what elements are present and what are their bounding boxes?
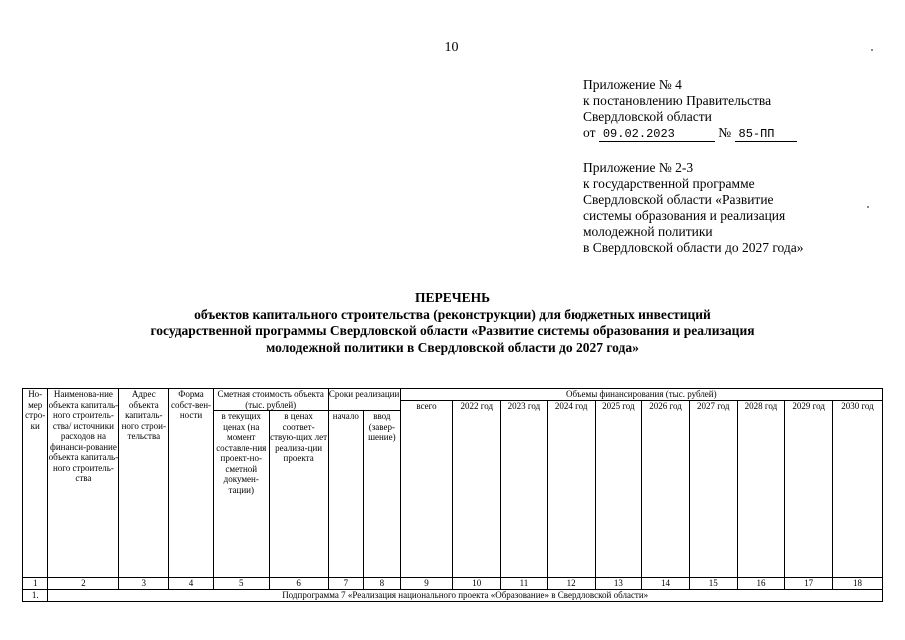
appendix-4-block [583, 77, 797, 142]
column-number: 3 [119, 578, 169, 590]
title-line2: объектов капитального строительства (реконструкции) для бюджетных инвестиций [194, 306, 711, 322]
appendix-4-line3: Свердловской области [583, 109, 712, 124]
column-number: 18 [833, 578, 883, 590]
appendix-2-3-line6: в Свердловской области до 2027 года» [583, 240, 804, 255]
from-label: от [583, 125, 596, 140]
header-year-2028: 2028 год [737, 401, 785, 578]
header-year-2029: 2029 год [785, 401, 833, 578]
column-number: 1 [23, 578, 48, 590]
header-year-2023: 2023 год [501, 401, 548, 578]
column-number: 12 [547, 578, 595, 590]
row-number: 1. [23, 590, 48, 602]
header-ownership-form: Форма собст-вен-ности [169, 389, 214, 578]
header-year-2022: 2022 год [453, 401, 501, 578]
header-total: всего [400, 401, 453, 578]
page-number: 10 [444, 40, 459, 55]
appendix-2-3-line2: к государственной программе [583, 176, 755, 191]
number-label: № [718, 125, 732, 140]
header-completion: ввод (завер-шение) [364, 411, 401, 578]
appendix-2-3-line1: Приложение № 2-3 [583, 160, 694, 175]
column-number: 14 [642, 578, 690, 590]
header-funding-volumes: Объемы финансирования (тыс. рублей) [400, 389, 882, 401]
header-year-2027: 2027 год [689, 401, 737, 578]
capital-construction-table [22, 388, 883, 602]
header-implementation-terms: Сроки реализации [328, 389, 400, 411]
header-year-2030: 2030 год [833, 401, 883, 578]
column-number: 2 [48, 578, 119, 590]
column-number: 6 [269, 578, 328, 590]
column-number: 13 [595, 578, 642, 590]
resolution-date: 09.02.2023 [599, 127, 715, 142]
resolution-number: 85-ПП [735, 127, 797, 142]
appendix-2-3-line5: молодежной политики [583, 224, 713, 239]
header-row-number: Но-мер стро-ки [23, 389, 48, 578]
column-number: 17 [785, 578, 833, 590]
column-number: 11 [501, 578, 548, 590]
title-line1: ПЕРЕЧЕНЬ [414, 290, 491, 305]
scan-dot [871, 49, 873, 51]
appendix-4-date-line [583, 125, 797, 142]
header-year-2026: 2026 год [642, 401, 690, 578]
header-object-name: Наименова-ние объекта капиталь-ного строитель-ства/ источники расходов на финанси-рование объекта капиталь-ного строитель-ства [48, 389, 119, 578]
appendix-2-3-line4: системы образования и реализация [583, 208, 786, 223]
header-year-2024: 2024 год [547, 401, 595, 578]
document-title [0, 290, 905, 356]
column-number: 9 [400, 578, 453, 590]
column-number: 15 [689, 578, 737, 590]
header-cost-year-prices: в ценах соответ-ствую-щих лет реализа-ции проекта [269, 411, 328, 578]
subprogram-title: Подпрограмма 7 «Реализация национального проекта «Образование» в Свердловской области» [48, 590, 883, 602]
table-row [23, 590, 883, 602]
header-year-2025: 2025 год [595, 401, 642, 578]
appendix-4-line1: Приложение № 4 [583, 77, 682, 92]
appendix-4-line2: к постановлению Правительства [583, 93, 772, 108]
header-estimated-cost: Сметная стоимость объекта (тыс. рублей) [213, 389, 328, 411]
column-number: 4 [169, 578, 214, 590]
appendix-2-3-line3: Свердловской области «Развитие [583, 192, 774, 207]
title-line3: государственной программы Свердловской области «Развитие системы образования и реализация [150, 323, 755, 338]
column-number-row [23, 578, 883, 590]
column-number: 7 [328, 578, 364, 590]
column-number: 16 [737, 578, 785, 590]
column-number: 8 [364, 578, 401, 590]
header-start: начало [328, 411, 364, 578]
appendix-2-3-block [583, 160, 804, 256]
header-cost-current-prices: в текущих ценах (на момент составле-ния проект-но-сметной докумен-тации) [213, 411, 269, 578]
title-line4: молодежной политики в Свердловской области до 2027 года» [266, 339, 639, 355]
header-object-address: Адрес объекта капиталь-ного строи-тельства [119, 389, 169, 578]
scan-dot [867, 206, 869, 208]
column-number: 10 [453, 578, 501, 590]
column-number: 5 [213, 578, 269, 590]
